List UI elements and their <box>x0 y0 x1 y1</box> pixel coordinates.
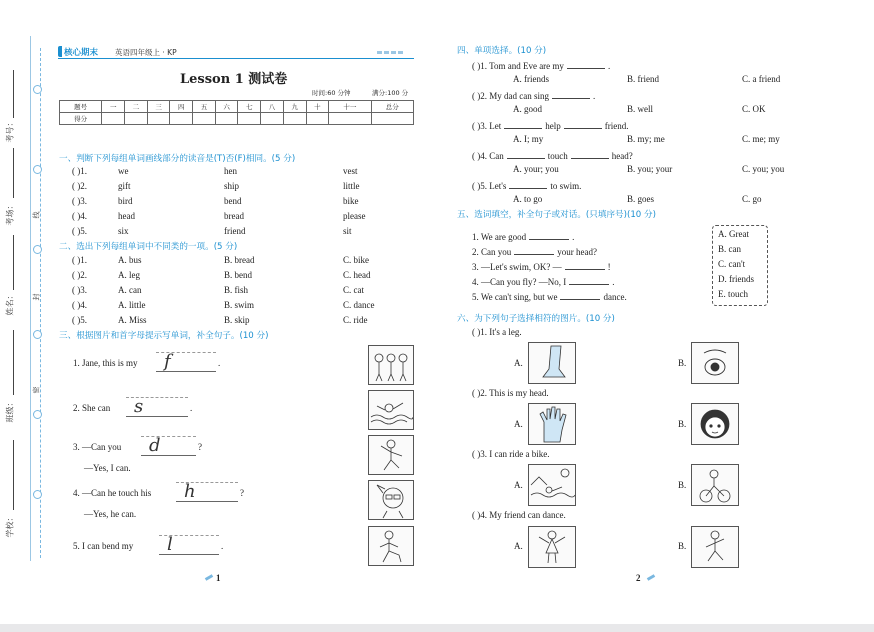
section1-option-b: bend <box>224 196 242 206</box>
hint-letter: h <box>184 481 196 502</box>
page-number-left: 1 <box>216 573 221 583</box>
question-line[interactable]: ( )3. I can ride a bike. <box>472 449 550 459</box>
score-header-cell: 题号 <box>60 101 102 113</box>
score-input-cell[interactable] <box>147 113 170 125</box>
question-text: ( )5. Let's <box>472 181 507 191</box>
cut-mark-seal: 封 <box>32 293 41 301</box>
fill-sentence <box>472 275 615 287</box>
question-line <box>472 119 629 131</box>
exam-number-label: 考号： <box>5 118 15 143</box>
section2-option-b: B. bend <box>224 270 252 280</box>
section5-title: 五、选词填空，补全句子或对话。(只填序号)(10 分) <box>457 210 656 220</box>
section1-answer-blank[interactable]: ( )1. <box>72 166 87 176</box>
exam-room-label: 考场： <box>5 201 15 226</box>
dancing-picture <box>368 435 414 475</box>
question-line[interactable]: ( )2. This is my head. <box>472 388 549 398</box>
page-title: Lesson 1 测试卷 <box>180 72 288 87</box>
fill-sentence <box>472 290 627 302</box>
time-limit: 时间:60 分钟 <box>312 89 351 97</box>
choice-a: A. good <box>513 104 542 114</box>
section2-option-c: C. cat <box>343 285 364 295</box>
score-input-cell[interactable] <box>193 113 216 125</box>
handwriting-line[interactable] <box>141 436 196 456</box>
bike-picture <box>691 464 739 506</box>
header-rule <box>58 58 414 59</box>
question-line <box>472 149 633 161</box>
score-header-row <box>60 101 414 113</box>
hint-letter: s <box>134 396 144 417</box>
section2-answer-blank[interactable]: ( )5. <box>72 315 87 325</box>
fill-sentence <box>472 260 611 272</box>
fill-sentence: 3. —Can you <box>73 442 122 452</box>
section2-option-c: C. head <box>343 270 371 280</box>
option-a-label[interactable]: A. <box>514 419 523 429</box>
section3-title: 三、根据图片和首字母提示写单词，补全句子。(10 分) <box>59 331 269 341</box>
pencil-icon <box>647 574 655 581</box>
section1-option-c: bike <box>343 196 359 206</box>
bottom-bar <box>0 624 874 632</box>
choice-b: B. goes <box>627 194 654 204</box>
sentence-text: 3. —Let's swim, OK? — <box>472 262 562 272</box>
cut-mark-line: 线 <box>32 211 41 219</box>
section2-option-a: A. bus <box>118 255 142 265</box>
score-input-cell[interactable] <box>261 113 284 125</box>
section2-option-c: C. bike <box>343 255 369 265</box>
choice-c: C. me; my <box>742 134 780 144</box>
handwriting-line[interactable] <box>126 397 188 417</box>
sentence-text: ! <box>607 262 611 272</box>
section1-option-a: we <box>118 166 129 176</box>
score-input-cell[interactable] <box>215 113 238 125</box>
answer-blank[interactable] <box>514 245 554 255</box>
boy-head-picture <box>368 480 414 520</box>
question-text: help <box>545 121 561 131</box>
sentence-text: dance. <box>603 292 627 302</box>
class-label: 班级： <box>5 398 15 423</box>
score-header-cell: 三 <box>147 101 170 113</box>
score-input-cell[interactable] <box>102 113 125 125</box>
choice-b: B. you; your <box>627 164 673 174</box>
boy-run-picture <box>691 526 739 568</box>
sentence-text: your head? <box>557 247 597 257</box>
score-header-cell: 六 <box>215 101 238 113</box>
bend-leg-picture <box>368 526 414 566</box>
section1-answer-blank[interactable]: ( )5. <box>72 226 87 236</box>
option-a-label[interactable]: A. <box>514 358 523 368</box>
hand-picture <box>528 403 576 445</box>
score-input-cell[interactable] <box>125 113 148 125</box>
score-header-cell: 七 <box>238 101 261 113</box>
question-line[interactable]: ( )4. My friend can dance. <box>472 510 566 520</box>
score-input-cell[interactable] <box>170 113 193 125</box>
page-number-right: 2 <box>636 573 641 583</box>
reply-sentence: —Yes, he can. <box>84 509 137 519</box>
score-header-cell: 十 <box>306 101 329 113</box>
score-input-cell[interactable] <box>371 113 413 125</box>
answer-blank[interactable] <box>564 119 602 129</box>
option-b-label[interactable]: B. <box>678 480 687 490</box>
subject-label: 英语四年级上 · KP <box>115 48 177 57</box>
sentence-end: ? <box>198 442 202 452</box>
sentence-end: . <box>190 403 193 413</box>
score-header-cell: 总分 <box>371 101 413 113</box>
answer-blank[interactable] <box>509 179 547 189</box>
reply-sentence: —Yes, I can. <box>84 463 131 473</box>
hint-letter: f <box>164 351 171 372</box>
option-a-label[interactable]: A. <box>514 541 523 551</box>
binding-hole <box>33 165 42 174</box>
option-b-label[interactable]: B. <box>678 358 687 368</box>
fill-sentence: 2. She can <box>73 403 111 413</box>
answer-blank[interactable] <box>565 260 605 270</box>
choice-c: C. go <box>742 194 762 204</box>
section2-option-b: B. swim <box>224 300 255 310</box>
section1-option-c: sit <box>343 226 352 236</box>
answer-blank[interactable] <box>504 119 542 129</box>
section2-option-b: B. skip <box>224 315 250 325</box>
score-input-cell[interactable] <box>306 113 329 125</box>
swimming-picture <box>368 390 414 430</box>
sentence-end: ? <box>240 488 244 498</box>
score-input-cell[interactable] <box>329 113 371 125</box>
section1-option-b: friend <box>224 226 246 236</box>
score-header-cell: 二 <box>125 101 148 113</box>
section1-answer-blank[interactable]: ( )4. <box>72 211 87 221</box>
fill-line[interactable] <box>13 70 14 118</box>
sentence-end: . <box>218 358 221 368</box>
question-line <box>472 179 581 191</box>
binding-hole <box>33 490 42 499</box>
handwriting-line[interactable] <box>176 482 238 502</box>
choice-a: A. I; my <box>513 134 544 144</box>
section1-answer-blank[interactable]: ( )2. <box>72 181 87 191</box>
full-score: 满分:100 分 <box>372 89 409 97</box>
hint-letter: l <box>167 534 173 555</box>
question-line[interactable]: ( )1. It's a leg. <box>472 327 522 337</box>
sentence-text: 4. —Can you fly? —No, I <box>472 277 567 287</box>
eye-picture <box>691 342 739 384</box>
answer-blank[interactable] <box>569 275 609 285</box>
section1-option-c: please <box>343 211 366 221</box>
score-header-cell: 九 <box>283 101 306 113</box>
section2-title: 二、选出下列每组单词中不同类的一项。(5 分) <box>59 242 238 252</box>
question-line <box>472 89 595 101</box>
word-bank-item: D. friends <box>718 274 754 284</box>
school-label: 学校： <box>5 513 15 538</box>
word-bank-item: B. can <box>718 244 741 254</box>
sentence-text: . <box>612 277 615 287</box>
section2-answer-blank[interactable]: ( )1. <box>72 255 87 265</box>
score-table <box>59 100 414 125</box>
choice-a: A. to go <box>513 194 543 204</box>
question-text: ( )2. My dad can sing <box>472 91 549 101</box>
choice-b: B. my; me <box>627 134 665 144</box>
question-text: ( )1. Tom and Eve are my <box>472 61 564 71</box>
section2-option-c: C. dance <box>343 300 375 310</box>
score-header-cell: 八 <box>261 101 284 113</box>
answer-blank[interactable] <box>567 59 605 69</box>
section2-option-b: B. bread <box>224 255 255 265</box>
question-text: touch <box>547 151 568 161</box>
section1-option-b: hen <box>224 166 237 176</box>
section1-option-a: six <box>118 226 129 236</box>
pencil-icon <box>205 574 213 581</box>
answer-blank[interactable] <box>507 149 545 159</box>
section2-answer-blank[interactable]: ( )2. <box>72 270 87 280</box>
girl-dance-picture <box>528 526 576 568</box>
section2-option-a: A. leg <box>118 270 140 280</box>
fill-sentence: 1. Jane, this is my <box>73 358 138 368</box>
score-input-row <box>60 113 414 125</box>
question-text: head? <box>611 151 633 161</box>
cut-mark-secret: 密 <box>32 386 41 394</box>
sentence-text: 1. We are good <box>472 232 527 242</box>
leg-picture <box>528 342 576 384</box>
choice-b: B. friend <box>627 74 659 84</box>
question-text: friend. <box>604 121 629 131</box>
binding-hole <box>33 85 42 94</box>
name-label: 姓名： <box>5 291 15 316</box>
answer-blank[interactable] <box>529 230 569 240</box>
score-input-cell[interactable] <box>238 113 261 125</box>
fill-sentence: 5. I can bend my <box>73 541 134 551</box>
question-text: ( )4. Can <box>472 151 504 161</box>
kids-friends-picture <box>368 345 414 385</box>
sentence-text: 2. Can you <box>472 247 512 257</box>
question-line <box>472 59 610 71</box>
choice-c: C. OK <box>742 104 766 114</box>
binding-hole <box>33 245 42 254</box>
section1-option-c: little <box>343 181 360 191</box>
section1-option-c: vest <box>343 166 358 176</box>
choice-c: C. you; you <box>742 164 785 174</box>
question-text: ( )3. Let <box>472 121 502 131</box>
fill-line[interactable] <box>13 440 14 510</box>
handwriting-line[interactable] <box>159 535 219 555</box>
binding-hole <box>33 330 42 339</box>
handwriting-line[interactable] <box>156 352 216 372</box>
score-header-cell: 四 <box>170 101 193 113</box>
section1-option-a: head <box>118 211 135 221</box>
section1-answer-blank[interactable]: ( )3. <box>72 196 87 206</box>
section2-answer-blank[interactable]: ( )4. <box>72 300 87 310</box>
girl-head-picture <box>691 403 739 445</box>
sentence-text: 5. We can't sing, but we <box>472 292 558 302</box>
word-bank-item: E. touch <box>718 289 748 299</box>
option-b-label[interactable]: B. <box>678 541 687 551</box>
answer-blank[interactable] <box>560 290 600 300</box>
cut-line <box>40 48 41 558</box>
score-input-cell[interactable] <box>283 113 306 125</box>
word-bank-item: C. can't <box>718 259 746 269</box>
fill-line[interactable] <box>13 235 14 290</box>
fill-line[interactable] <box>13 148 14 198</box>
sentence-text: . <box>572 232 575 242</box>
swim-picture <box>528 464 576 506</box>
fill-line[interactable] <box>13 330 14 395</box>
section2-option-a: A. can <box>118 285 142 295</box>
option-a-label[interactable]: A. <box>514 480 523 490</box>
choice-a: A. your; you <box>513 164 559 174</box>
score-header-cell: 十一 <box>329 101 371 113</box>
score-row-label: 得分 <box>60 113 102 125</box>
section1-option-b: ship <box>224 181 240 191</box>
answer-blank[interactable] <box>571 149 609 159</box>
score-header-cell: 五 <box>193 101 216 113</box>
question-text: . <box>607 61 611 71</box>
section1-title: 一、判断下列每组单词画线部分的读音是(T)否(F)相同。(5 分) <box>59 154 296 164</box>
binding-hole <box>33 410 42 419</box>
choice-b: B. well <box>627 104 653 114</box>
word-bank-item: A. Great <box>718 229 749 239</box>
choice-a: A. friends <box>513 74 549 84</box>
section1-option-a: gift <box>118 181 131 191</box>
section1-option-a: bird <box>118 196 133 206</box>
fill-sentence: 4. —Can he touch his <box>73 488 152 498</box>
section2-option-a: A. Miss <box>118 315 147 325</box>
section1-option-b: bread <box>224 211 244 221</box>
section2-option-c: C. ride <box>343 315 368 325</box>
option-b-label[interactable]: B. <box>678 419 687 429</box>
question-text: to swim. <box>550 181 582 191</box>
section2-option-b: B. fish <box>224 285 249 295</box>
score-header-cell: 一 <box>102 101 125 113</box>
section2-answer-blank[interactable]: ( )3. <box>72 285 87 295</box>
answer-blank[interactable] <box>552 89 590 99</box>
section4-title: 四、单项选择。(10 分) <box>457 46 547 56</box>
fill-sentence <box>472 230 574 242</box>
fill-sentence <box>472 245 597 257</box>
choice-c: C. a friend <box>742 74 781 84</box>
section6-title: 六、为下列句子选择相符的图片。(10 分) <box>457 314 615 324</box>
sentence-end: . <box>221 541 224 551</box>
header-dots <box>377 51 403 54</box>
question-text: . <box>592 91 596 101</box>
section2-option-a: A. little <box>118 300 146 310</box>
brand-name: 核心期末 <box>64 48 99 58</box>
hint-letter: d <box>149 435 161 456</box>
